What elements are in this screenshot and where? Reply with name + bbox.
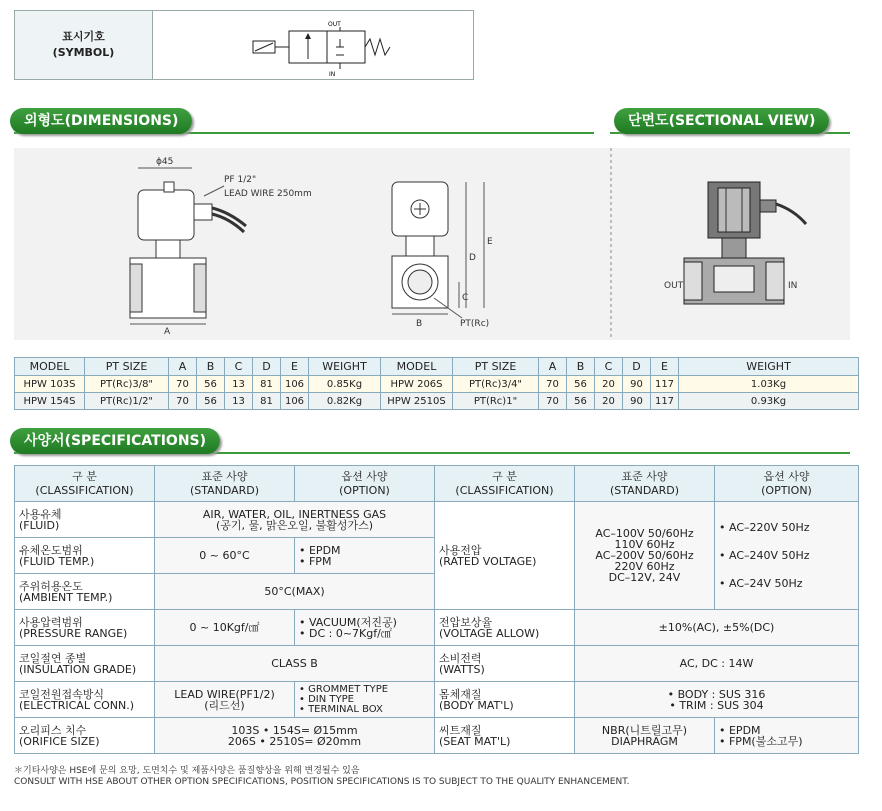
- spec-voltage-allow-standard: ±10%(AC), ±5%(DC): [575, 610, 859, 646]
- table-cell: 90: [623, 393, 651, 410]
- lead-wire-label: LEAD WIRE 250mm: [224, 189, 312, 199]
- pf-label: PF 1/2": [224, 175, 257, 185]
- symbol-label: [15, 11, 153, 79]
- header-text: 구 분: [72, 469, 97, 483]
- table-row: [15, 376, 859, 393]
- spec-pressure: [15, 610, 155, 646]
- sectional-heading: 단면도(SECTIONAL VIEW): [614, 108, 829, 134]
- specifications-table: [14, 465, 859, 754]
- table-header: E: [651, 358, 679, 376]
- table-cell: 81: [253, 376, 281, 393]
- header-text: (STANDARD): [189, 483, 260, 497]
- cell-text: LEAD WIRE(PF1/2): [174, 687, 275, 701]
- cell-text: (RATED VOLTAGE): [439, 554, 537, 568]
- symbol-label-en: (SYMBOL): [52, 46, 115, 59]
- table-cell: 106: [281, 376, 309, 393]
- cell-text: (WATTS): [439, 662, 485, 676]
- table-cell: PT(Rc)1": [453, 393, 539, 410]
- table-cell: 70: [169, 393, 197, 410]
- valve-symbol-icon: [245, 17, 395, 77]
- cell-text: (AMBIENT TEMP.): [19, 590, 113, 604]
- table-cell: HPW 103S: [15, 376, 85, 393]
- spec-body-material: [435, 682, 575, 718]
- cell-text: (SEAT MAT'L): [439, 734, 511, 748]
- symbol-label-ko: 표시기호: [62, 30, 105, 43]
- cell-text: • TRIM : SUS 304: [669, 698, 764, 712]
- spec-pressure-option: [295, 610, 435, 646]
- spec-watts-standard: AC, DC : 14W: [575, 646, 859, 682]
- spec-orifice: [15, 718, 155, 754]
- spec-voltage-option: [715, 502, 859, 610]
- front-view-drawing: [130, 157, 312, 337]
- table-cell: PT(Rc)3/4": [453, 376, 539, 393]
- table-cell: 56: [197, 376, 225, 393]
- cell-text: DIAPHRAGM: [611, 734, 678, 748]
- table-row: [15, 646, 859, 682]
- spec-insulation-standard: CLASS B: [155, 646, 435, 682]
- cell-text: 주위허용온도: [19, 579, 83, 593]
- spec-fluid-temp: [15, 538, 155, 574]
- table-cell: 70: [539, 393, 567, 410]
- cell-text: (PRESSURE RANGE): [19, 626, 128, 640]
- dimensions-table: [14, 357, 859, 410]
- table-cell: 56: [567, 393, 595, 410]
- specifications-heading: 사양서(SPECIFICATIONS): [10, 428, 220, 454]
- table-cell: 56: [197, 393, 225, 410]
- table-header: PT SIZE: [85, 358, 169, 376]
- cell-text: 220V 60Hz: [614, 560, 675, 573]
- cell-text: 몸체재질: [439, 687, 482, 701]
- table-cell: 13: [225, 376, 253, 393]
- spec-fluid-temp-standard: 0 ~ 60°C: [155, 538, 295, 574]
- cell-text: • DIN TYPE: [299, 693, 354, 705]
- spec-ambient-standard: 50°C(MAX): [155, 574, 435, 610]
- cell-text: • AC–240V 50Hz: [719, 548, 810, 562]
- cell-text: 206S • 2510S= Ø20mm: [227, 734, 362, 748]
- cell-text: • EPDM: [719, 723, 761, 737]
- table-cell: 117: [651, 393, 679, 410]
- table-header: D: [253, 358, 281, 376]
- table-row: [15, 393, 859, 410]
- table-header: MODEL: [381, 358, 453, 376]
- table-header: WEIGHT: [309, 358, 381, 376]
- cell-text: (VOLTAGE ALLOW): [439, 626, 540, 640]
- cell-text: (FLUID TEMP.): [19, 554, 95, 568]
- table-cell: 13: [225, 393, 253, 410]
- sectional-view-drawing: [664, 182, 806, 304]
- header-text: 옵션 사양: [341, 469, 388, 483]
- cell-text: • AC–24V 50Hz: [719, 576, 803, 590]
- cell-text: 오리피스 치수: [19, 723, 87, 737]
- table-cell: HPW 206S: [381, 376, 453, 393]
- dimensions-heading: 외형도(DIMENSIONS): [10, 108, 192, 134]
- header-standard: [575, 466, 715, 502]
- cell-text: AC–200V 50/60Hz: [595, 549, 694, 562]
- spec-seat-standard: [575, 718, 715, 754]
- table-cell: 90: [623, 376, 651, 393]
- table-cell: 70: [169, 376, 197, 393]
- table-row: [15, 682, 859, 718]
- cell-text: DC–12V, 24V: [608, 571, 681, 584]
- spec-fluid: [15, 502, 155, 538]
- table-header-row: [15, 466, 859, 502]
- header-option: [295, 466, 435, 502]
- cell-text: (리드선): [204, 698, 245, 712]
- symbol-out-label: OUT: [328, 21, 341, 28]
- dim-d-label: D: [469, 253, 476, 263]
- cell-text: 코일절연 종별: [19, 651, 87, 665]
- cell-text: • FPM(불소고무): [719, 734, 803, 748]
- cell-text: • DC : 0~7Kgf/㎠: [299, 626, 392, 640]
- table-header: PT SIZE: [453, 358, 539, 376]
- spec-voltage-allow: [435, 610, 575, 646]
- cell-text: • AC–220V 50Hz: [719, 520, 810, 534]
- cell-text: 코일전원접속방식: [19, 687, 105, 701]
- table-cell: 0.85Kg: [309, 376, 381, 393]
- cell-text: 103S • 154S= Ø15mm: [231, 723, 358, 737]
- cell-text: NBR(니트릴고무): [601, 723, 688, 737]
- header-classification: [435, 466, 575, 502]
- header-text: (OPTION): [761, 483, 812, 497]
- spec-ambient-temp: [15, 574, 155, 610]
- table-header-row: [15, 358, 859, 376]
- side-view-drawing: [392, 182, 493, 329]
- table-header: B: [197, 358, 225, 376]
- spec-body-standard: [575, 682, 859, 718]
- cell-text: 사용압력범위: [19, 615, 83, 629]
- header-text: (CLASSIFICATION): [35, 483, 134, 497]
- cell-text: 사용전압: [439, 543, 482, 557]
- phi-label: ϕ45: [156, 157, 174, 167]
- cell-text: (BODY MAT'L): [439, 698, 514, 712]
- cell-text: 소비전력: [439, 651, 482, 665]
- spec-electrical: [15, 682, 155, 718]
- table-cell: PT(Rc)1/2": [85, 393, 169, 410]
- spec-watts: [435, 646, 575, 682]
- spec-fluid-standard: [155, 502, 435, 538]
- dim-e-label: E: [487, 237, 493, 247]
- table-cell: 0.82Kg: [309, 393, 381, 410]
- cell-text: 유체온도범위: [19, 543, 83, 557]
- spec-electrical-standard: [155, 682, 295, 718]
- spec-voltage-standard: [575, 502, 715, 610]
- spec-seat-material: [435, 718, 575, 754]
- cell-text: • TERMINAL BOX: [299, 703, 383, 715]
- spec-insulation: [15, 646, 155, 682]
- cell-text: (공기, 물, 맑은오일, 불활성가스): [215, 518, 374, 532]
- cell-text: • EPDM: [299, 543, 341, 557]
- cell-text: (ORIFICE SIZE): [19, 734, 100, 748]
- table-header: C: [225, 358, 253, 376]
- table-header: WEIGHT: [679, 358, 859, 376]
- table-cell: PT(Rc)3/8": [85, 376, 169, 393]
- table-cell: 117: [651, 376, 679, 393]
- table-cell: 0.93Kg: [679, 393, 859, 410]
- ptrc-label: PT(Rc): [460, 319, 490, 329]
- header-classification: [15, 466, 155, 502]
- header-text: 표준 사양: [621, 469, 668, 483]
- cell-text: • FPM: [299, 554, 332, 568]
- table-row: [15, 610, 859, 646]
- table-header: C: [595, 358, 623, 376]
- table-header: D: [623, 358, 651, 376]
- spec-electrical-option: [295, 682, 435, 718]
- note-korean: ＊기타사양은 HSE에 문의 요망, 도면치수 및 제품사양은 품질향상을 위해 변경될수 있음: [14, 766, 360, 776]
- section-in-label: IN: [788, 281, 798, 291]
- dim-c-label: C: [462, 293, 469, 303]
- cell-text: AIR, WATER, OIL, INERTNESS GAS: [202, 507, 387, 521]
- cell-text: 전압보상율: [439, 615, 493, 629]
- header-text: (STANDARD): [609, 483, 680, 497]
- table-row: [15, 718, 859, 754]
- table-cell: HPW 2510S: [381, 393, 453, 410]
- table-header: E: [281, 358, 309, 376]
- note-english: CONSULT WITH HSE ABOUT OTHER OPTION SPECIFICATIONS, POSITION SPECIFICATIONS IS TO SUBJECT TO THE QUALITY ENHANCEMENT.: [14, 777, 630, 787]
- dim-b-label: B: [416, 319, 423, 329]
- dimension-drawings: [14, 148, 850, 340]
- cell-text: 사용유체: [19, 507, 62, 521]
- table-cell: 1.03Kg: [679, 376, 859, 393]
- cell-text: • GROMMET TYPE: [299, 683, 389, 695]
- table-header: MODEL: [15, 358, 85, 376]
- table-row: [15, 502, 859, 538]
- cell-text: 110V 60Hz: [614, 538, 675, 551]
- table-header: A: [169, 358, 197, 376]
- spec-orifice-standard: [155, 718, 435, 754]
- table-cell: HPW 154S: [15, 393, 85, 410]
- symbol-box: [14, 10, 474, 80]
- drawing-panel: [14, 148, 850, 340]
- spec-fluid-temp-option: [295, 538, 435, 574]
- table-cell: 20: [595, 393, 623, 410]
- dim-a-label: A: [164, 327, 171, 337]
- cell-text: • VACUUM(저진공): [299, 615, 397, 629]
- cell-text: 씨트재질: [439, 723, 482, 737]
- table-cell: 56: [567, 376, 595, 393]
- header-option: [715, 466, 859, 502]
- table-cell: 81: [253, 393, 281, 410]
- table-header: A: [539, 358, 567, 376]
- spec-seat-option: [715, 718, 859, 754]
- cell-text: • BODY : SUS 316: [667, 687, 766, 701]
- cell-text: (FLUID): [19, 518, 60, 532]
- cell-text: (ELECTRICAL CONN.): [19, 698, 135, 712]
- cell-text: (INSULATION GRADE): [19, 662, 137, 676]
- header-text: 옵션 사양: [763, 469, 810, 483]
- table-cell: 106: [281, 393, 309, 410]
- header-text: 구 분: [492, 469, 517, 483]
- section-out-label: OUT: [664, 281, 684, 291]
- header-standard: [155, 466, 295, 502]
- table-header: B: [567, 358, 595, 376]
- table-cell: 20: [595, 376, 623, 393]
- header-text: (OPTION): [339, 483, 390, 497]
- table-cell: 70: [539, 376, 567, 393]
- header-text: (CLASSIFICATION): [455, 483, 554, 497]
- spec-pressure-standard: 0 ~ 10Kgf/㎠: [155, 610, 295, 646]
- symbol-in-label: IN: [329, 71, 336, 77]
- header-text: 표준 사양: [201, 469, 248, 483]
- cell-text: AC–100V 50/60Hz: [595, 527, 694, 540]
- spec-voltage: [435, 502, 575, 610]
